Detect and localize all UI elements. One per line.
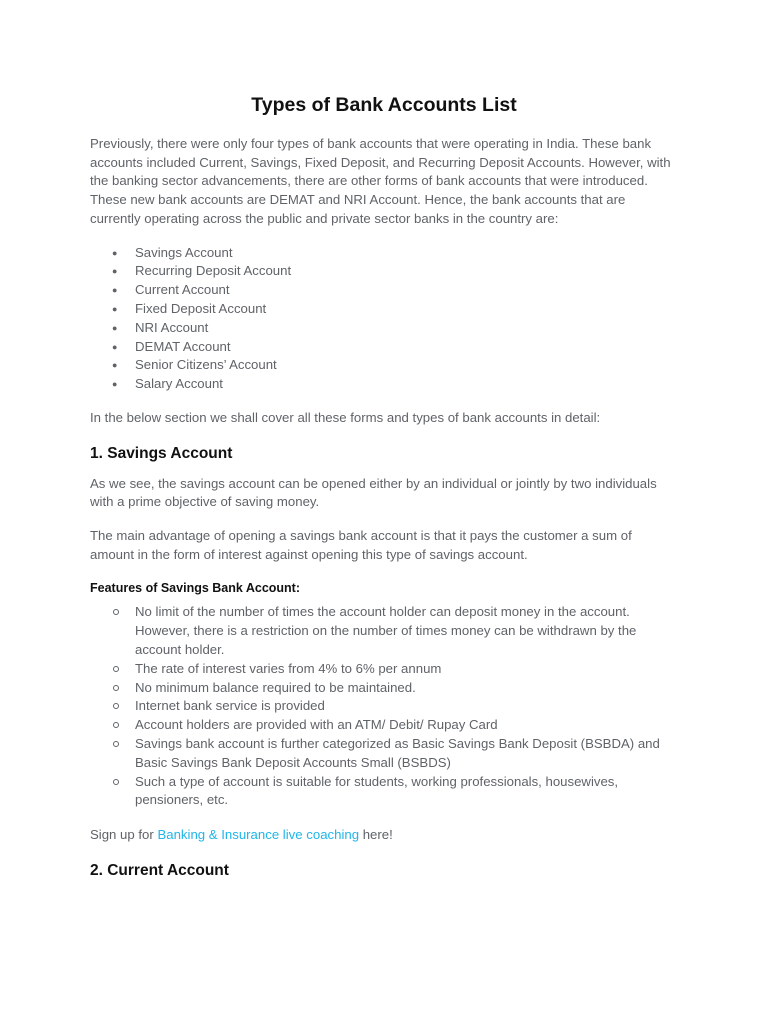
- list-item: [90, 697, 678, 716]
- account-types-list: [90, 244, 678, 394]
- circle-bullet-icon: [113, 722, 119, 728]
- list-item: [90, 281, 678, 300]
- coaching-link[interactable]: Banking & Insurance live coaching: [157, 827, 360, 843]
- circle-bullet-icon: [113, 703, 119, 709]
- savings-paragraph-2: The main advantage of opening a savings bank account is that it pays the customer a sum of amount in the form of interest against opening this type of savings account.: [90, 528, 632, 562]
- list-item-label: DEMAT Account: [135, 338, 231, 354]
- list-item-label: Current Account: [135, 282, 230, 298]
- circle-bullet-icon: [113, 741, 119, 747]
- document-page: [90, 92, 678, 892]
- bullet-icon: ●: [112, 379, 118, 390]
- savings-account-heading: 1. Savings Account: [90, 444, 233, 462]
- list-item: [90, 319, 678, 338]
- list-item-label: Fixed Deposit Account: [135, 300, 267, 316]
- bullet-icon: ●: [112, 266, 118, 277]
- list-item: [90, 603, 678, 659]
- signup-suffix: here!: [359, 827, 393, 843]
- list-item-label: Savings Account: [135, 244, 233, 260]
- circle-bullet-icon: [113, 666, 119, 672]
- list-item: [90, 300, 678, 319]
- list-item-label: Account holders are provided with an ATM/ Debit/ Rupay Card: [135, 717, 498, 733]
- list-item: [90, 773, 678, 811]
- bullet-icon: ●: [112, 247, 118, 258]
- circle-bullet-icon: [113, 779, 119, 785]
- list-item-label: The rate of interest varies from 4% to 6% per annum: [135, 660, 442, 676]
- list-item: [90, 375, 678, 394]
- list-item-label: Recurring Deposit Account: [135, 263, 292, 279]
- list-item: [90, 244, 678, 263]
- current-account-heading: 2. Current Account: [90, 861, 229, 879]
- list-item-label: Internet bank service is provided: [135, 698, 325, 714]
- savings-paragraph-1: As we see, the savings account can be opened either by an individual or jointly by two individuals with a prime objective of saving money.: [90, 475, 657, 510]
- list-item-label: NRI Account: [135, 319, 209, 335]
- circle-bullet-icon: [113, 609, 119, 615]
- savings-features-list: [90, 603, 678, 810]
- list-item-label: No minimum balance required to be maintained.: [135, 679, 416, 695]
- list-item-label: Savings bank account is further categorized as Basic Savings Bank Deposit (BSBDA) and Basic Savings Bank Deposit Accounts Small (BSBDS): [135, 735, 660, 770]
- bullet-icon: ●: [112, 303, 118, 314]
- list-item: [90, 338, 678, 357]
- bullet-icon: ●: [112, 360, 118, 371]
- list-item-label: Salary Account: [135, 376, 223, 392]
- bullet-icon: ●: [112, 341, 118, 352]
- list-item: [90, 262, 678, 281]
- list-item: [90, 660, 678, 679]
- intro-paragraph: Previously, there were only four types of bank accounts that were operating in India. These bank accounts included Current, Savings, Fixed Deposit, and Recurring Deposit Accounts. However, with the banking sector advancements, there are other forms of bank accounts that were introduced. These new bank accounts are DEMAT and NRI Account. Hence, the bank accounts that are currently operating across the public and private sector banks in the country are:: [90, 136, 671, 226]
- list-item-label: No limit of the number of times the account holder can deposit money in the account. However, there is a restriction on the number of times money can be withdrawn by the account holder.: [135, 604, 637, 657]
- list-item-label: Such a type of account is suitable for students, working professionals, housewives, pensioners, etc.: [135, 773, 619, 808]
- section-intro-paragraph: In the below section we shall cover all these forms and types of bank accounts in detail:: [90, 409, 601, 425]
- circle-bullet-icon: [113, 685, 119, 691]
- signup-prefix: Sign up for: [90, 827, 158, 843]
- bullet-icon: ●: [112, 322, 118, 333]
- list-item: [90, 735, 678, 773]
- bullet-icon: ●: [112, 285, 118, 296]
- document-title: Types of Bank Accounts List: [251, 94, 517, 116]
- list-item: [90, 356, 678, 375]
- signup-paragraph: [90, 826, 678, 845]
- list-item-label: Senior Citizens’ Account: [135, 357, 277, 373]
- list-item: [90, 716, 678, 735]
- savings-features-heading: Features of Savings Bank Account:: [90, 581, 300, 596]
- list-item: [90, 679, 678, 698]
